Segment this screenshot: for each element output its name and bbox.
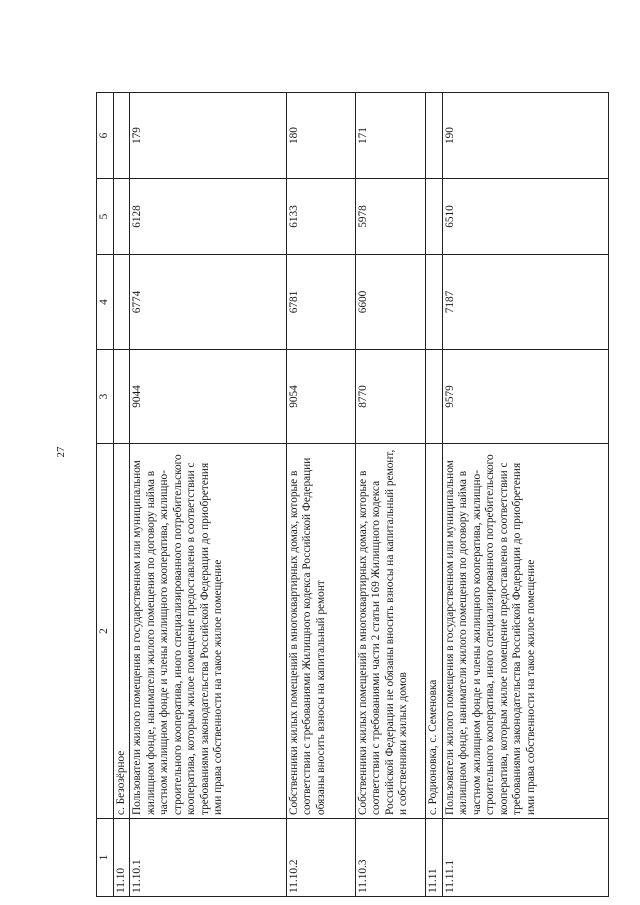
table-row bbox=[286, 93, 355, 897]
cell-col-3: 9044 bbox=[130, 350, 286, 444]
cell-col-3: 8770 bbox=[355, 350, 425, 444]
table-row-group bbox=[113, 93, 130, 897]
row-number: 11.11 bbox=[425, 819, 442, 897]
header-col-1: 1 bbox=[97, 819, 114, 897]
cell-col-5: 6510 bbox=[442, 179, 609, 255]
cell-col-4: 7187 bbox=[442, 255, 609, 350]
row-number: 11.10.1 bbox=[130, 819, 286, 897]
cell-col-4 bbox=[113, 255, 130, 350]
table-row bbox=[442, 93, 609, 897]
header-row bbox=[97, 93, 114, 897]
cell-col-5: 6133 bbox=[286, 179, 355, 255]
cell-col-6: 179 bbox=[130, 93, 286, 179]
cell-col-5: 5978 bbox=[355, 179, 425, 255]
cell-col-4: 6600 bbox=[355, 255, 425, 350]
category-description: Собственники жилых помещений в многоквартирных домах, которые в соответствии с требованиями части 2 статьи 169 Жилищного кодекса Российской Федерации не обязаны вносить взносы на капитальный ремонт, и собственники жилых домов bbox=[355, 444, 425, 819]
cell-col-6 bbox=[113, 93, 130, 179]
cell-col-5: 6128 bbox=[130, 179, 286, 255]
cell-col-4: 6774 bbox=[130, 255, 286, 350]
cell-col-4: 6781 bbox=[286, 255, 355, 350]
cell-col-5 bbox=[425, 179, 442, 255]
cell-col-3 bbox=[113, 350, 130, 444]
cell-col-6: 171 bbox=[355, 93, 425, 179]
header-col-3: 3 bbox=[97, 350, 114, 444]
header-col-2: 2 bbox=[97, 444, 114, 819]
cell-col-6: 180 bbox=[286, 93, 355, 179]
cell-col-3 bbox=[425, 350, 442, 444]
cell-col-5 bbox=[113, 179, 130, 255]
row-number: 11.10.3 bbox=[355, 819, 425, 897]
cell-col-3: 9054 bbox=[286, 350, 355, 444]
category-description: Пользователи жилого помещения в государственном или муниципальном жилищном фонде, наниматели жилого помещения по договору найма в частном жилищном фонде и члены жилищного кооператива, жилищно-строительного кооператива, иного специализированного потребительского кооператива, которым жилое помещение предоставлено в соответствии с требованиями законодательства Российской Федерации до приобретения ими права собственности на такое жилое помещение bbox=[130, 444, 286, 819]
header-col-6: 6 bbox=[97, 93, 114, 179]
category-description: Собственники жилых помещений в многоквартирных домах, которые в соответствии с требованиями Жилищного кодекса Российской Федерации обязаны вносить взносы на капитальный ремонт bbox=[286, 444, 355, 819]
row-number: 11.10.2 bbox=[286, 819, 355, 897]
cell-col-6 bbox=[425, 93, 442, 179]
table-row bbox=[130, 93, 286, 897]
tariff-table bbox=[96, 92, 609, 897]
row-number: 11.11.1 bbox=[442, 819, 609, 897]
header-col-5: 5 bbox=[97, 179, 114, 255]
settlement-name: с. Безозёрное bbox=[113, 444, 130, 819]
cell-col-6: 190 bbox=[442, 93, 609, 179]
cell-col-4 bbox=[425, 255, 442, 350]
page-number: 27 bbox=[55, 446, 67, 458]
header-col-4: 4 bbox=[97, 255, 114, 350]
table-row-group bbox=[425, 93, 442, 897]
category-description: Пользователи жилого помещения в государственном или муниципальном жилищном фонде, наниматели жилого помещения по договору найма в частном жилищном фонде и члены жилищного кооператива, жилищно-строительного кооператива, иного специализированного потребительского кооператива, которым жилое помещение предоставлено в соответствии с требованиями законодательства Российской Федерации до приобретения ими права собственности на такое жилое помещение bbox=[442, 444, 609, 819]
settlement-name: с. Родионовка, с. Семеновка bbox=[425, 444, 442, 819]
table-wrapper bbox=[96, 93, 609, 897]
row-number: 11.10 bbox=[113, 819, 130, 897]
table-row bbox=[355, 93, 425, 897]
cell-col-3: 9579 bbox=[442, 350, 609, 444]
